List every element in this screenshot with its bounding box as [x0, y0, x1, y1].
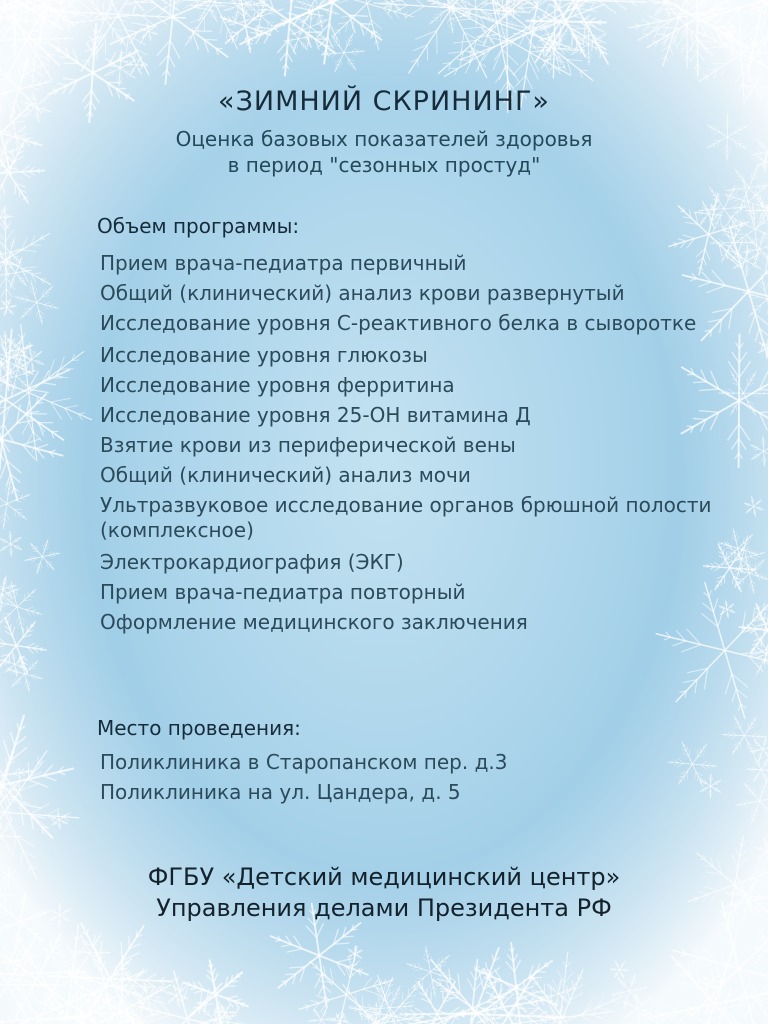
- program-item: Электрокардиография (ЭКГ): [100, 550, 404, 574]
- subtitle-line-2: в период "сезонных простуд": [227, 153, 541, 177]
- subtitle: [0, 126, 768, 178]
- program-item: Прием врача-педиатра повторный: [100, 580, 466, 604]
- program-item: Ультразвуковое исследование органов брюшной полости (комплексное): [100, 493, 712, 542]
- program-item: Исследование уровня С-реактивного белка в сыворотке: [100, 311, 697, 335]
- organization-name: [0, 862, 768, 924]
- program-item: Прием врача-педиатра первичный: [100, 251, 467, 275]
- program-heading: Объем программы:: [97, 214, 300, 238]
- program-list: [100, 249, 730, 638]
- program-item: Исследование уровня 25-ОН витамина Д: [100, 403, 531, 427]
- subtitle-line-1: Оценка базовых показателей здоровья: [175, 127, 593, 151]
- program-item: Общий (клинический) анализ мочи: [100, 463, 471, 487]
- program-item: Исследование уровня глюкозы: [100, 343, 428, 367]
- location-item: Поликлиника в Старопанском пер. д.3: [100, 750, 508, 774]
- program-item: Взятие крови из периферической вены: [100, 433, 516, 457]
- page-title: «ЗИМНИЙ СКРИНИНГ»: [218, 86, 550, 117]
- organization-line-2: Управления делами Президента РФ: [156, 894, 612, 922]
- location-heading: Место проведения:: [97, 716, 301, 740]
- location-item: Поликлиника на ул. Цандера, д. 5: [100, 780, 461, 804]
- program-item: Общий (клинический) анализ крови развернутый: [100, 281, 625, 305]
- location-list: [100, 748, 730, 808]
- organization-line-1: ФГБУ «Детский медицинский центр»: [147, 863, 621, 891]
- program-item: Исследование уровня ферритина: [100, 373, 455, 397]
- program-item: Оформление медицинского заключения: [100, 610, 528, 634]
